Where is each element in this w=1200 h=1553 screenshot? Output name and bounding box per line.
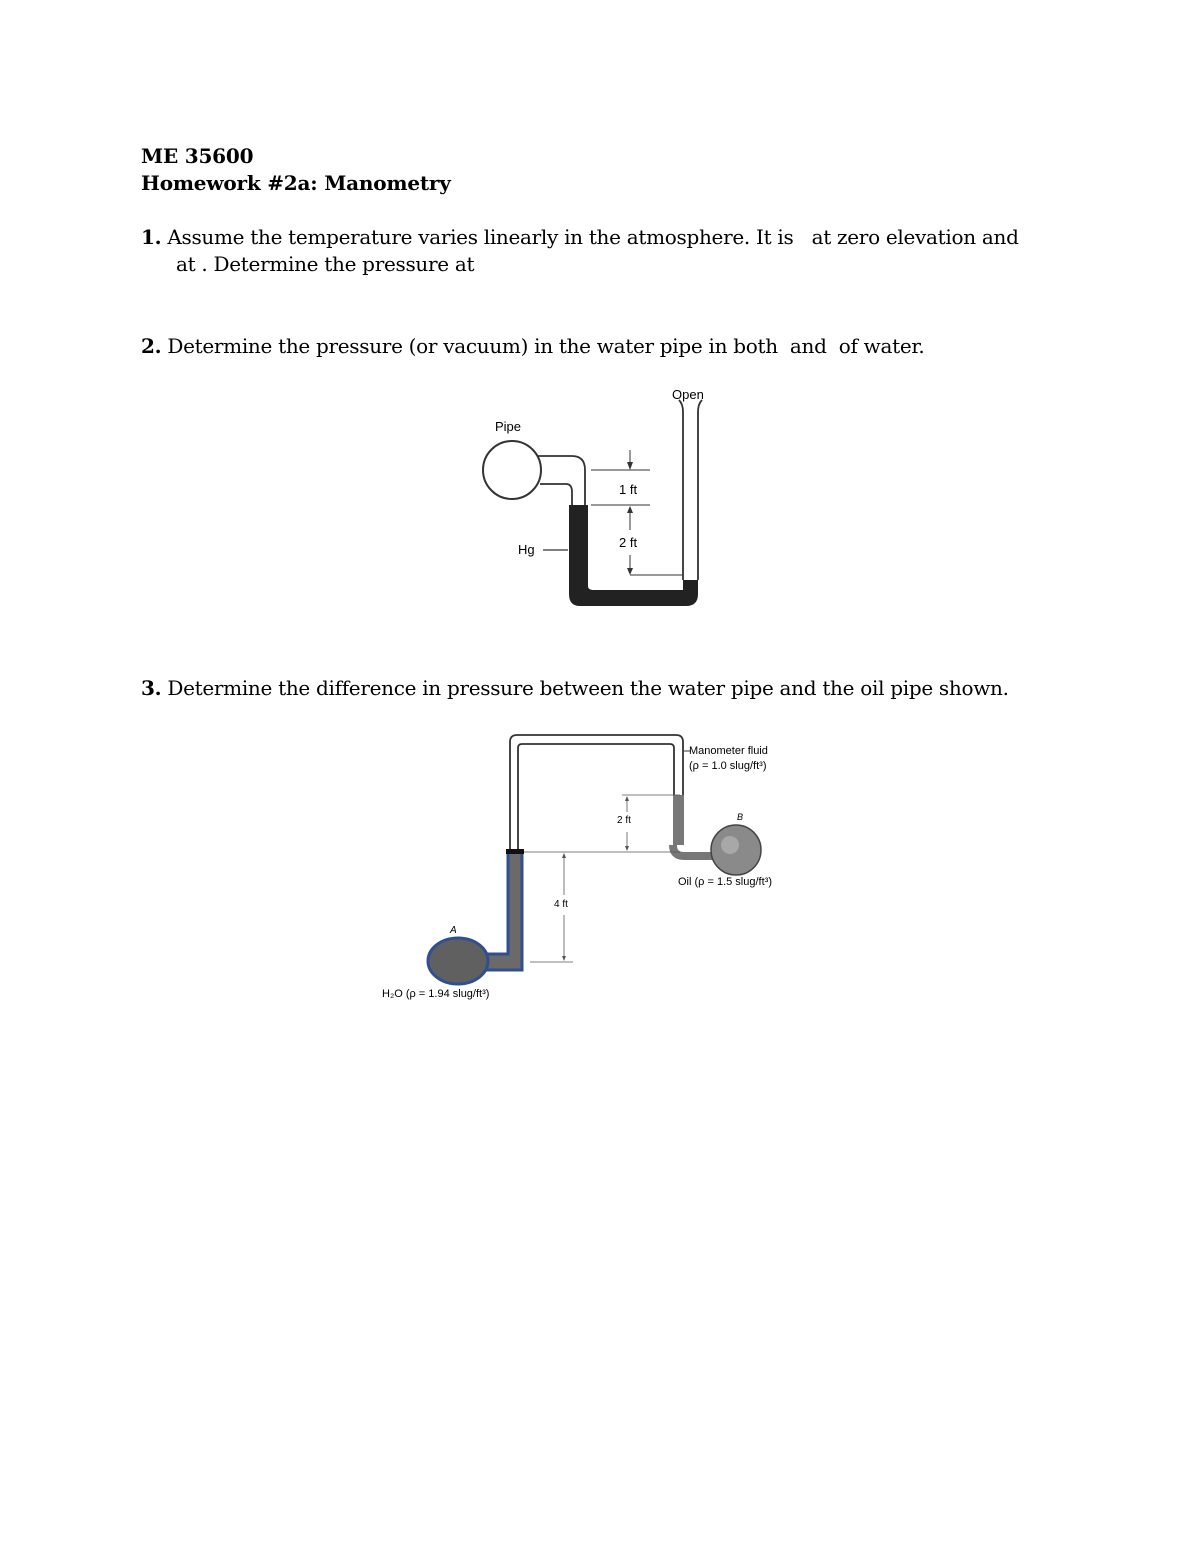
inverted-tube-outer (510, 735, 683, 852)
question-1-line-2: at . Determine the pressure at (176, 252, 475, 276)
manometer-fluid-label: Manometer fluid (689, 745, 768, 757)
question-3-number: 3. (141, 676, 162, 700)
dim-2ft-arrow-up-head (625, 796, 629, 801)
hg-label: Hg (518, 542, 535, 557)
dim-4ft-arrow-down-head (562, 956, 566, 961)
open-label: Open (672, 387, 704, 402)
dim-2ft-arrow-down-head (625, 846, 629, 851)
question-3-text: Determine the difference in pressure between the water pipe and the oil pipe shown. (167, 676, 1009, 700)
question-2-text: Determine the pressure (or vacuum) in the water pipe in both and of water. (167, 334, 925, 358)
manometer-fluid-column (673, 795, 684, 845)
dim-label-2ft: 2 ft (619, 535, 638, 550)
course-number: ME 35600 (141, 144, 254, 168)
oil-pipe-b-texture (721, 836, 739, 854)
dim-label-4ft: 4 ft (554, 899, 568, 910)
question-1-number: 1. (141, 225, 162, 249)
inverted-tube-inner (518, 744, 674, 852)
pipe-label: Pipe (495, 419, 522, 434)
manometer-fluid-density: (ρ = 1.0 slug/ft³) (689, 760, 767, 772)
water-level-marker (506, 849, 524, 854)
question-1-text: Assume the temperature varies linearly in the atmosphere. It is at zero elevation and (167, 225, 1019, 249)
b-label: B (737, 812, 744, 822)
dim-label-2ft-fig2: 2 ft (617, 815, 631, 826)
oil-label: Oil (ρ = 1.5 slug/ft³) (678, 876, 772, 888)
water-pipe-leg (483, 852, 522, 970)
water-label: H₂O (ρ = 1.94 slug/ft³) (382, 988, 490, 1000)
dim-4ft-arrow-up-head (562, 853, 566, 858)
homework-title: Homework #2a: Manometry (141, 171, 451, 195)
question-2-number: 2. (141, 334, 162, 358)
water-pipe-a (428, 938, 488, 984)
dim-label-1ft: 1 ft (619, 482, 638, 497)
a-label: A (450, 925, 457, 936)
